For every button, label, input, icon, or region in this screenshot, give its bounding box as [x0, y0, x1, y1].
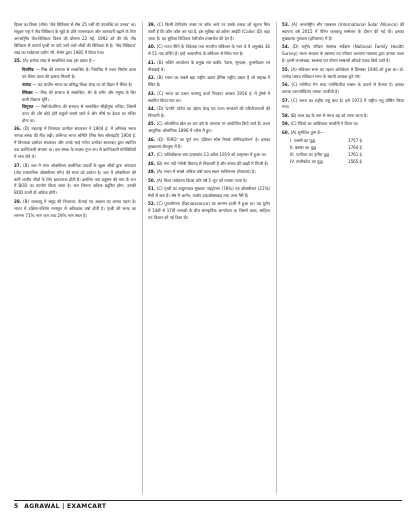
- answer-item: [148, 169, 270, 176]
- answer-item: [282, 130, 404, 137]
- match-year: 1764 ई.: [348, 145, 363, 151]
- answer-text: (A) संविधान सभा का पहला अधिवेशन 9 दिसम्बर 1946 को हुआ था। डॉ. राजेन्द्र प्रसाद संविधान सभा के स्थायी अध्यक्ष चुने गये।: [282, 66, 404, 79]
- match-option-row: [282, 145, 404, 152]
- term-label: पिरामिड: [22, 66, 36, 72]
- answer-item: [148, 44, 270, 58]
- answer-item: [148, 186, 270, 200]
- match-year: 1565 ई.: [348, 159, 363, 165]
- answer-item: [282, 98, 404, 112]
- match-event: III. पानीपत का तृतीय युद्ध: [290, 152, 330, 158]
- question-number: 38.: [14, 198, 24, 204]
- answer-text: (B) जलवायु में समुद्र की निकटता, ऊँचाई एवं अक्षांश का प्रभाव पड़ता है। भारत में दक्षिण-पश्चिम मानसून से अधिकांश वर्षा होती है। पृथ्वी की सतह का लगभग 71% भाग जल तथा 29% भाग स्थल है।: [14, 198, 136, 218]
- answer-subitem: [14, 82, 136, 89]
- question-number: 49.: [148, 169, 157, 175]
- answer-text: (C) भारत का प्रथम परमाणु ऊर्जा रिएक्टर अप्सरा 1956 ई. में ट्रॉम्बे में स्थापित किया गया था।: [148, 90, 270, 103]
- answer-text: (B) गंगा नदी गंगोत्री हिमनद से निकलती है और बंगाल की खाड़ी में गिरती है।: [156, 160, 269, 166]
- match-event: IV. तालीकोटा का युद्ध: [290, 159, 323, 165]
- answer-text: (A) विश्व पर्यावरण दिवस प्रति वर्ष 5 जून को मनाया जाता है।: [156, 177, 248, 183]
- term-label: नालंदा: [22, 81, 33, 87]
- answer-text: (D) राष्ट्रीय परिवार स्वास्थ्य सर्वेक्षण (National Family Health Survey) भारत सरकार के स्वास्थ्य एवं परिवार कल्याण मंत्रालय द्वारा कराया जाता है। इसमें जनसंख्या, स्वास्थ्य एवं पोषण सम्बन्धी आँकड़े एकत्र किये जाते हैं।: [282, 44, 404, 64]
- question-number: 47.: [148, 152, 157, 158]
- answer-subitem: [14, 90, 136, 104]
- answer-item: [282, 44, 404, 65]
- match-option-row: [282, 159, 404, 166]
- answer-text: (A) भारत में सबसे अधिक वर्षा वाला स्थान मासिनराम (मेघालय) है।: [156, 169, 256, 175]
- answer-text: (C) जलियाँवाला बाग हत्याकांड 13 अप्रैल 1919 को अमृतसर में हुआ था।: [156, 152, 267, 158]
- answer-text: (C) पुनर्जागरण (Renaissance) का आरम्भ इटली में हुआ था। यह यूरोप में 14वीं से 17वीं शताब्दी के बीच सांस्कृतिक आन्दोलन था जिसने कला, साहित्य एवं विज्ञान को नई दिशा दी।: [148, 201, 270, 221]
- answer-item: [148, 178, 270, 185]
- answer-item: [14, 58, 136, 65]
- match-year: 1761 ई.: [348, 152, 363, 158]
- answer-text: (C) मलेरिया रोग मादा एनोफिलीज मच्छर के काटने से फैलता है। इसका कारक प्लाज्मोडियम नामक परजीवी है।: [282, 82, 404, 95]
- answer-item: [14, 22, 136, 57]
- answer-columns: [14, 22, 404, 494]
- answer-item: [148, 121, 270, 135]
- answer-text: (C) राज्य नीति के निदेशक तत्व भारतीय संविधान के भाग 4 में अनुच्छेद 36 से 51 तक वर्णित हैं। इन्हें आयरलैण्ड के संविधान से लिया गया है।: [148, 44, 270, 57]
- answer-item: [148, 106, 270, 120]
- answer-text: — मेसोपोटामिया की सभ्यता से सम्बन्धित सीढ़ीनुमा मन्दिर, जिसमें ऊपर की ओर छोटे होते चबूतरे बनाये जाते थे और शीर्ष पर देवता का मन्दिर होता था।: [22, 104, 136, 124]
- answer-text: — मिस्र की सभ्यता से सम्बन्धित, शेर के शरीर और मनुष्य के सिर वाली विशाल मूर्ति।: [22, 89, 136, 102]
- question-number: 46.: [148, 136, 158, 142]
- answer-text: दिवस का विषय (थीम) 'जैव विविधता से लैस 25 वर्षों की उपलब्धि का उत्सव' था। संयुक्त राष्ट्र ने जैव विविधता के मुद्दों के प्रति जागरूकता और जानकारी बढ़ाने के लिए अन्तर्राष्ट्रीय जैव-विविधता दिवस की घोषणा 22 मई, 1992 को की थी। जैव विविधता से तात्पर्य पृथ्वी पर पाये जाने वाले जीवों की विविधता से है। 'जैव विविधता' शब्द का सर्वप्रथम प्रयोग जी. रोजेन द्वारा 1985 में किया गया।: [14, 22, 136, 55]
- answer-text: (C) रेडियो का आविष्कार मार्कोनी ने किया था।: [290, 121, 359, 127]
- question-number: 50.: [148, 177, 157, 183]
- answer-text: (B) जल में जाम ऑक्सीजन कार्बनिक पदार्थों के सूक्ष्म जीवों द्वारा अपघटन (जैव रासायनिक ऑक्सीजन माँग) की मात्रा को दर्शाता है। जल में ऑक्सीजन की कमी जलीय जीवों के लिए खतरनाक होती है। इसलिए जल प्रदूषण की माप के रूप में BOD का उपयोग किया जाता है। जल जितना अधिक प्रदूषित होगा, उसकी BOD उतनी ही अधिक होगी।: [14, 162, 136, 196]
- question-number: 58.: [282, 112, 291, 118]
- question-number: 52.: [148, 201, 157, 207]
- answer-text: (C) किसी टेलीफोन नम्बर पर कॉल आने पर उसके धारक को सूचना मिल जाती है कि कौन कॉल कर रहा है, इस सुविधा को कॉलर आईडी (Caller ID) कहा जाता है। यह सुविधा डिजिटल टेलीफोन एक्सचेंज की देन है।: [148, 22, 270, 41]
- question-number: 57.: [282, 97, 292, 103]
- question-number: 48.: [148, 160, 157, 166]
- term-label: स्फिंक्स: [22, 89, 35, 95]
- answer-text: (D) 'ISRO' का पूर्ण रूप 'इंडियन स्पेस रिसर्च ऑर्गेनाइजेशन' है। इसका मुख्यालय बेंगलुरू में है।: [148, 136, 270, 149]
- match-year: 1757 ई.: [348, 138, 363, 144]
- match-option-row: [282, 138, 404, 145]
- answer-item: [148, 75, 270, 89]
- match-option-row: [282, 152, 404, 159]
- question-number: 40.: [148, 44, 157, 50]
- answer-item: [282, 67, 404, 81]
- question-number: 43.: [148, 90, 158, 96]
- answer-item: [282, 121, 404, 128]
- answer-text: (B) भक्ति आन्दोलन के प्रमुख संत कबीर, रैदास, सूरदास, तुलसीदास एवं मीराबाई थे।: [148, 59, 270, 72]
- question-number: 55.: [282, 66, 291, 72]
- answer-text: — मिस्र की सभ्यता से सम्बन्धित है। पिरामिड में भवन निर्माण कला एवं शिल्प कला की झलक मिलती है।: [22, 66, 136, 79]
- answer-item: [148, 152, 270, 159]
- question-number: 39.: [148, 22, 158, 27]
- answer-item: [14, 126, 136, 161]
- answer-subitem: [14, 104, 136, 125]
- page-footer: [14, 500, 402, 513]
- page-number: 5: [14, 503, 19, 510]
- answer-text: (C) पृथ्वी का वायुमण्डल मुख्यतः नाइट्रोजन (78%) एवं ऑक्सीजन (21%) गैसों से बना है। शेष में आर्गन, कार्बन डाइऑक्साइड तथा अन्य गैसें हैं।: [148, 186, 270, 198]
- answer-text: — यह प्राचीन भारत का प्रसिद्ध शिक्षा केन्द्र था जो बिहार में स्थित है।: [32, 81, 133, 87]
- answer-text: (C) ओलम्पिक खेल हर चार वर्ष के अंतराल पर आयोजित किये जाते हैं। प्रथम आधुनिक ओलम्पिक 1896 में एथेंस में हुए।: [148, 121, 270, 134]
- answer-item: [282, 113, 404, 120]
- answer-text: (B) लाल ग्रह के नाम से मंगल ग्रह को जाना जाता है।: [290, 112, 368, 118]
- question-number: 56.: [282, 82, 292, 88]
- question-number: 53.: [282, 22, 292, 27]
- question-number: 36.: [14, 126, 24, 132]
- question-number: 35.: [14, 58, 23, 64]
- match-event: II. बक्सर का युद्ध: [290, 145, 317, 151]
- column-1: [14, 22, 136, 494]
- answer-item: [14, 163, 136, 198]
- match-event: I. प्लासी का युद्ध: [290, 138, 315, 144]
- answer-item: [148, 161, 270, 168]
- answer-text: (A) अन्तर्राष्ट्रीय सौर गठबंधन (International Solar Alliance) की स्थापना वर्ष 2015 में पेरिस जलवायु सम्मेलन के दौरान की गई थी। इसका मुख्यालय गुरुग्राम (हरियाणा) में है।: [282, 22, 404, 41]
- answer-item: [148, 60, 270, 74]
- answer-item: [148, 201, 270, 222]
- question-number: 45.: [148, 121, 157, 127]
- answer-item: [14, 199, 136, 220]
- column-2: [142, 22, 270, 494]
- question-number: 41.: [148, 59, 158, 65]
- question-number: 60.: [282, 129, 291, 135]
- answer-item: [148, 91, 270, 105]
- question-number: 51.: [148, 186, 157, 192]
- publisher-brand: AGRAWAL | EXAMCART: [24, 503, 107, 510]
- answer-item: [148, 137, 270, 151]
- answer-item: [282, 22, 404, 43]
- answer-text: (A) प्रत्येक शब्द से सम्बन्धित शब्द इस प्रकार है—: [22, 58, 96, 64]
- term-label: ज़िगुरात: [22, 104, 36, 110]
- column-3: [276, 22, 404, 494]
- answer-text: (C) भारत का राष्ट्रीय पशु बाघ है। इसे 1973 में राष्ट्रीय पशु घोषित किया गया।: [282, 97, 404, 110]
- answer-text: (D) महाराष्ट्र में विनायक दामोदर सावरकर ने 1904 ई. में अभिनव भारत नामक संस्था की नींव रखी। अभिनव भारत समिति (मित्र मेला सोसाइटी) 1904 ई. में विनायक दामोदर सावरकर और उनके भाई गणेश दामोदर सावरकर द्वारा स्थापित एक क्रान्तिकारी संगठन था। इस संस्था के सदस्य गुप्त रूप से क्रान्तिकारी गतिविधियों में भाग लेते थे।: [14, 126, 136, 160]
- question-number: 44.: [148, 105, 158, 111]
- answer-item: [148, 22, 270, 43]
- answer-text: (D) 'प्रगति' पोर्टल का उद्देश्य केन्द्र एवं राज्य सरकारों की परियोजनाओं की निगरानी है।: [148, 105, 270, 118]
- question-number: 59.: [282, 121, 291, 127]
- answer-text: (A) सुमेलित युग्म हैं—: [290, 129, 324, 135]
- answer-text: (B) भारत का सबसे बड़ा राष्ट्रीय उद्यान हेमिस राष्ट्रीय उद्यान है जो लद्दाख में स्थित है।: [148, 75, 270, 88]
- answer-item: [282, 82, 404, 96]
- question-number: 54.: [282, 44, 293, 50]
- question-number: 37.: [14, 162, 24, 168]
- question-number: 42.: [148, 75, 158, 81]
- answer-subitem: [14, 67, 136, 81]
